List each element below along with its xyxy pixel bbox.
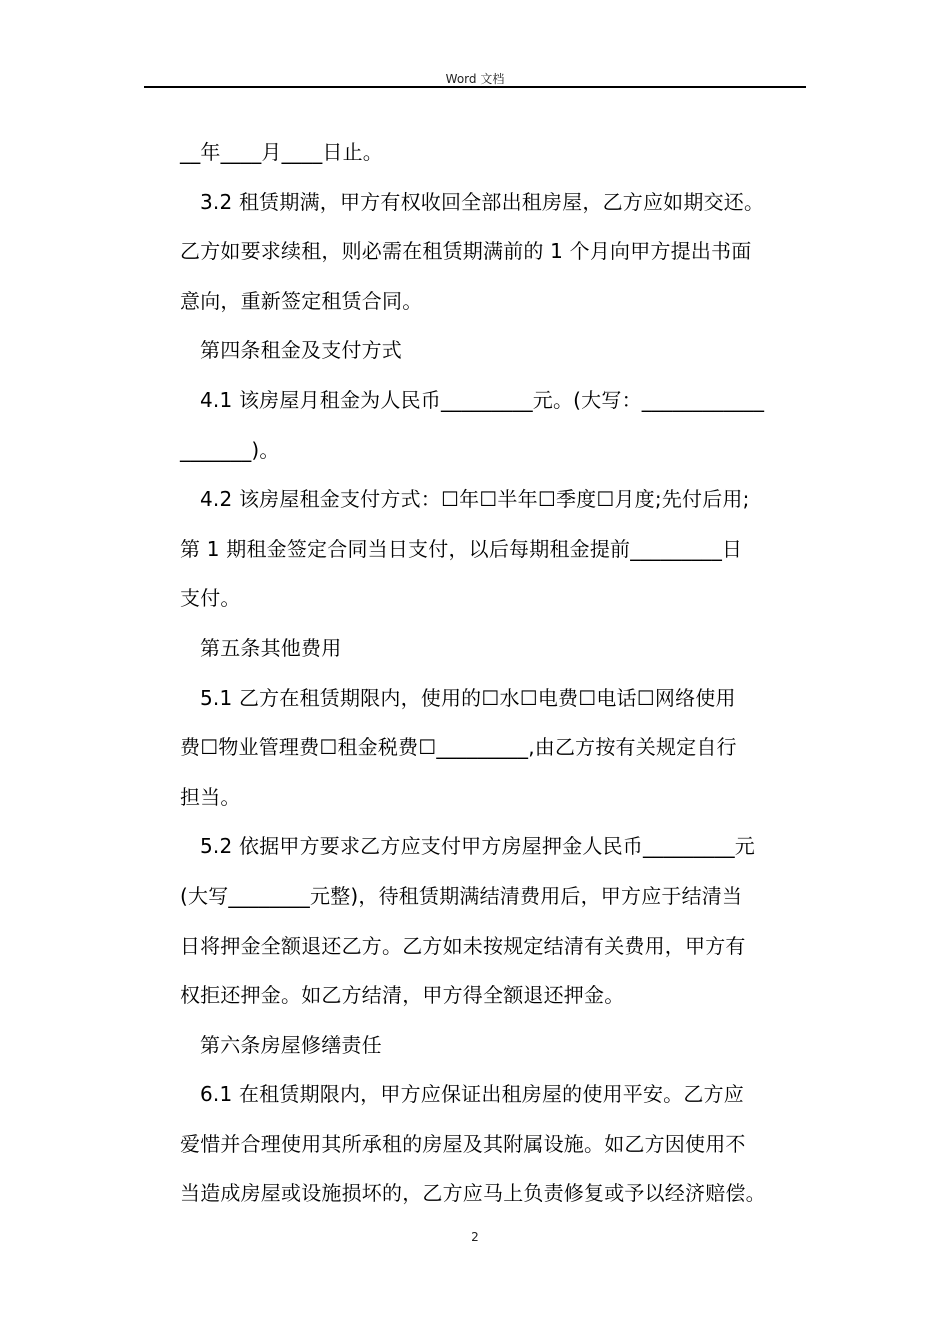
text-line: 5.2 依据甲方要求乙方应支付甲方房屋押金人民币_________元 — [200, 834, 755, 859]
header-divider — [144, 86, 806, 88]
text-line: 4.2 该房屋租金支付方式：☐年☐半年☐季度☐月度;先付后用; — [200, 487, 750, 512]
text-line: 支付。 — [180, 586, 241, 611]
text-line: _______)。 — [180, 437, 280, 462]
section-heading: 第六条房屋修缮责任 — [200, 1032, 382, 1057]
section-heading: 第四条租金及支付方式 — [200, 338, 402, 363]
text-line: 权拒还押金。如乙方结清，甲方得全额退还押金。 — [180, 983, 625, 1008]
text-line: 担当。 — [180, 784, 241, 809]
text-line: 6.1 在租赁期限内，甲方应保证出租房屋的使用平安。乙方应 — [200, 1082, 744, 1107]
text-line: 第 1 期租金签定合同当日支付，以后每期租金提前_________日 — [180, 536, 743, 561]
text-line: 5.1 乙方在租赁期限内，使用的☐水☐电费☐电话☐网络使用 — [200, 685, 736, 710]
page-number: 2 — [471, 1230, 479, 1244]
text-line: 费☐物业管理费☐租金税费☐_________,由乙方按有关规定自行 — [180, 735, 737, 760]
text-line: 当造成房屋或设施损坏的，乙方应马上负责修复或予以经济赔偿。 — [180, 1181, 766, 1206]
text-line: 爱惜并合理使用其所承租的房屋及其附属设施。如乙方因使用不 — [180, 1131, 746, 1156]
text-line: 乙方如要求续租，则必需在租赁期满前的 1 个月向甲方提出书面 — [180, 239, 752, 264]
text-line: 日将押金全额退还乙方。乙方如未按规定结清有关费用，甲方有 — [180, 933, 746, 958]
document-body — [180, 128, 810, 1219]
page-header-title: Word 文档 — [445, 72, 505, 86]
text-line: 3.2 租赁期满，甲方有权收回全部出租房屋，乙方应如期交还。 — [200, 189, 765, 214]
section-heading: 第五条其他费用 — [200, 635, 342, 660]
text-line: 意向，重新签定租赁合同。 — [180, 288, 423, 313]
text-line: __年____月____日止。 — [180, 140, 383, 164]
text-line: 4.1 该房屋月租金为人民币_________元。(大写：____________ — [200, 387, 765, 412]
text-line: (大写________元整)，待租赁期满结清费用后，甲方应于结清当 — [180, 883, 743, 908]
